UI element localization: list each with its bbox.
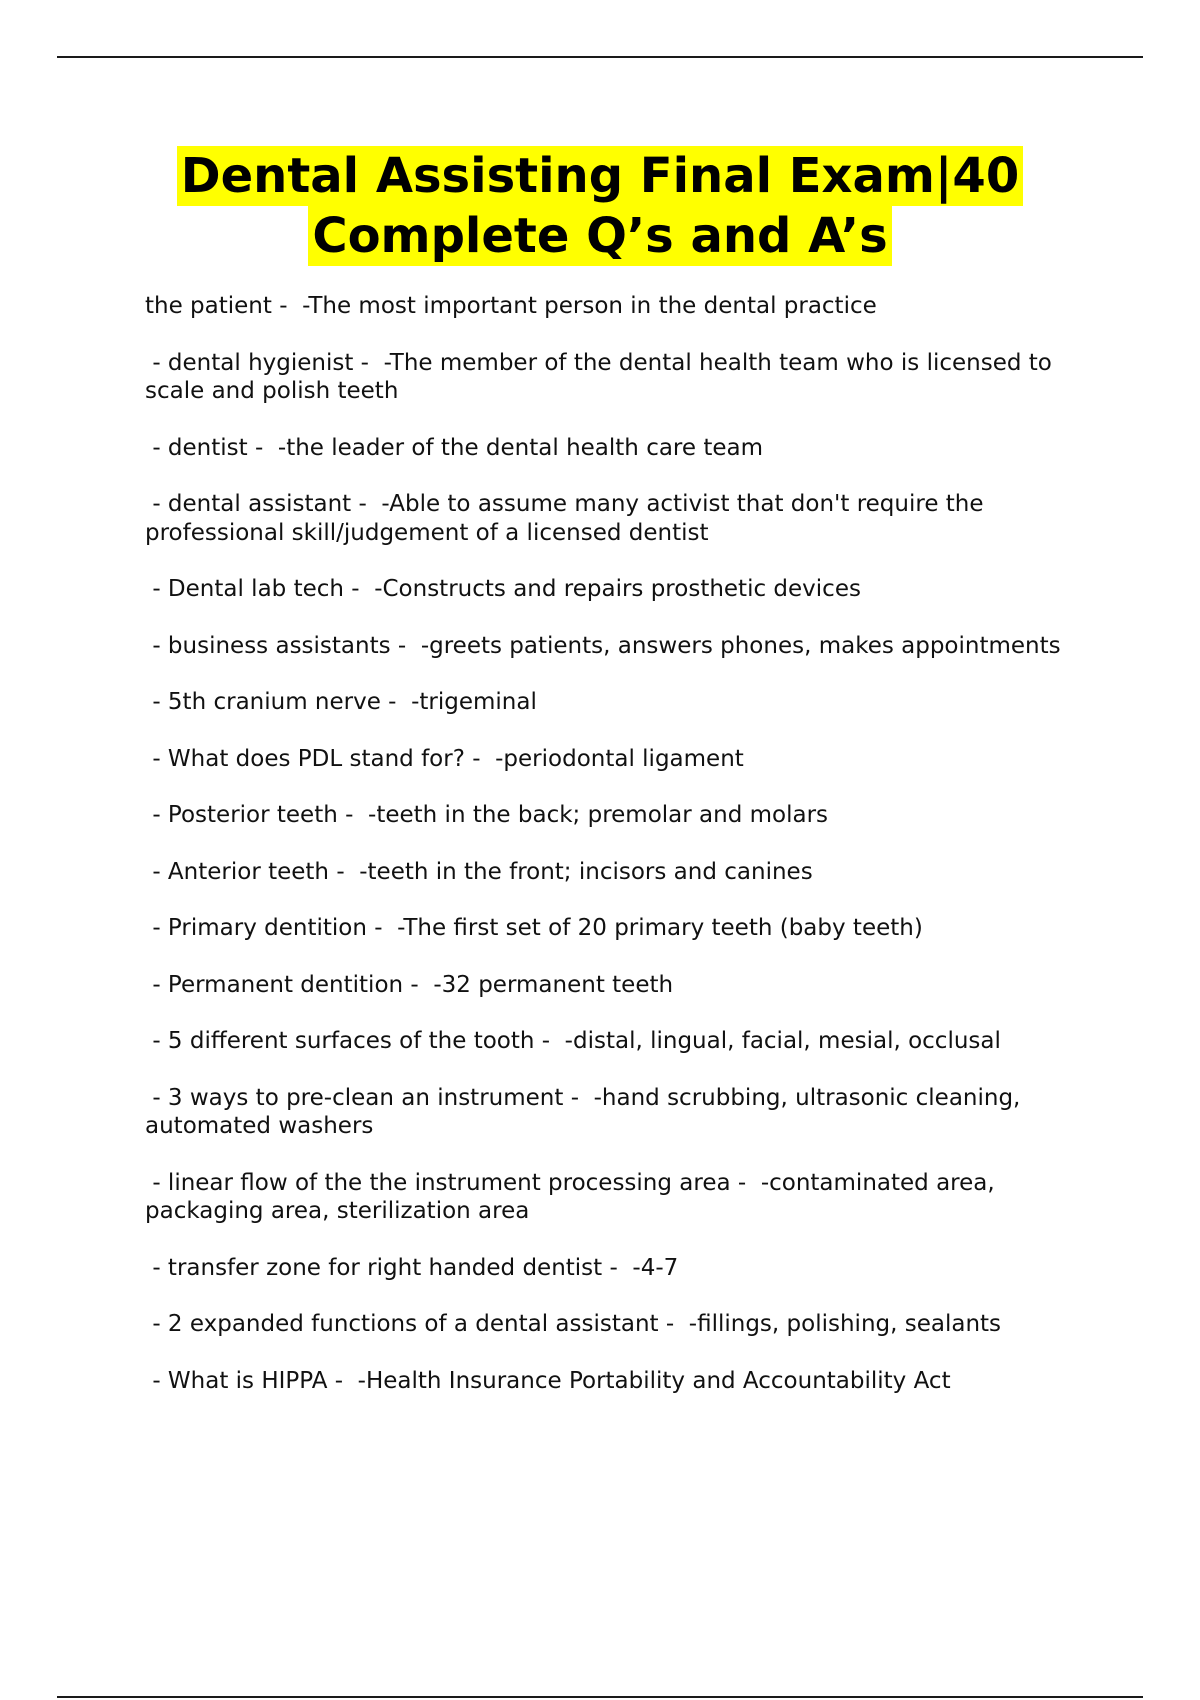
- qa-item: - transfer zone for right handed dentist - -4-7: [145, 1254, 679, 1281]
- qa-item: - What does PDL stand for? - -periodontal ligament: [145, 745, 744, 772]
- qa-item: - dental hygienist - -The member of the dental health team who is licensed to scale and polish teeth: [145, 349, 1060, 404]
- title-line-1: Dental Assisting Final Exam|40: [177, 146, 1023, 206]
- qa-item: - 2 expanded functions of a dental assistant - -fillings, polishing, sealants: [145, 1311, 1002, 1337]
- qa-item: - 3 ways to pre-clean an instrument - -hand scrubbing, ultrasonic cleaning, automated washers: [145, 1084, 1028, 1139]
- qa-item: - dentist - -the leader of the dental health care team: [145, 434, 764, 461]
- document-title: [57, 146, 1143, 266]
- qa-item: - Anterior teeth - -teeth in the front; incisors and canines: [145, 858, 813, 885]
- qa-item: - Posterior teeth - -teeth in the back; premolar and molars: [145, 802, 829, 828]
- qa-list: [145, 292, 1095, 1423]
- qa-item: - 5th cranium nerve - -trigeminal: [145, 689, 537, 715]
- top-divider: [57, 56, 1143, 58]
- bottom-divider: [57, 1696, 1143, 1698]
- title-line-2: Complete Q’s and A’s: [308, 206, 891, 266]
- qa-item: - 5 different surfaces of the tooth - -distal, lingual, facial, mesial, occlusal: [145, 1028, 1001, 1054]
- qa-item: - What is HIPPA - -Health Insurance Portability and Accountability Act: [145, 1367, 951, 1394]
- qa-item: - business assistants - -greets patients, answers phones, makes appointments: [145, 632, 1061, 659]
- qa-item: - Dental lab tech - -Constructs and repairs prosthetic devices: [145, 576, 861, 602]
- qa-item: the patient - -The most important person in the dental practice: [145, 293, 877, 319]
- qa-item: - Primary dentition - -The first set of 20 primary teeth (baby teeth): [145, 915, 923, 941]
- qa-item: - Permanent dentition - -32 permanent teeth: [145, 971, 674, 998]
- qa-item: - linear flow of the the instrument processing area - -contaminated area, packaging area, sterilization area: [145, 1169, 1002, 1224]
- qa-item: - dental assistant - -Able to assume many activist that don't require the professional skill/judgement of a licensed dentist: [145, 491, 991, 546]
